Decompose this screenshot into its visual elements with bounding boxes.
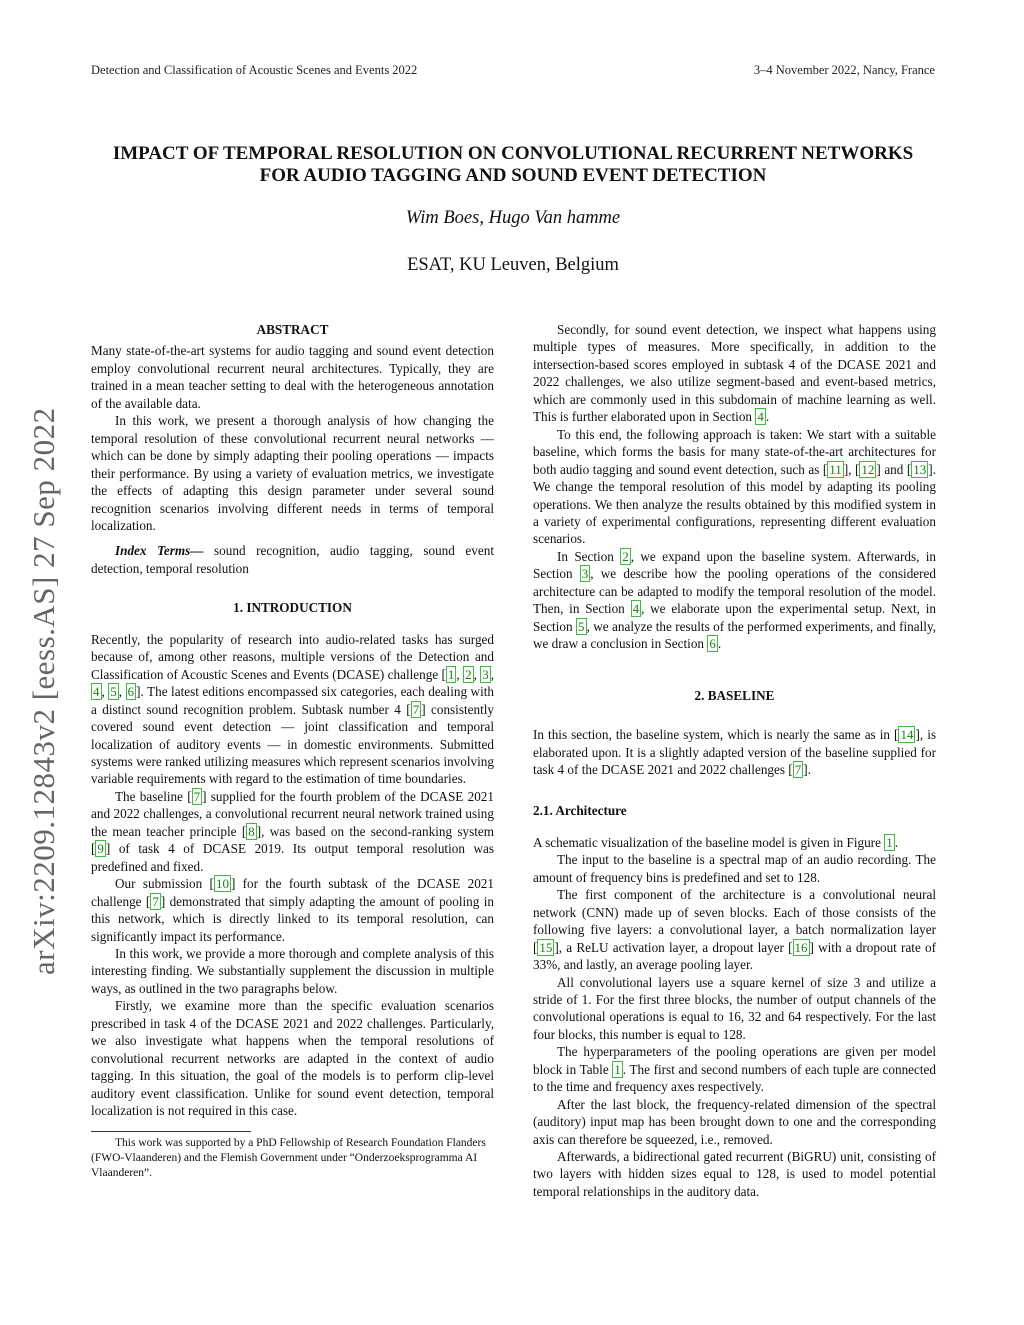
citation-link[interactable]: 2: [465, 666, 472, 682]
abstract-paragraph: In this work, we present a thorough analysis of how changing the temporal resolution of these convolutional recurrent neural networks — which can be done by simply adapting their pooling operations — impacts their performance. By using a variety of evaluation metrics, we investigate the effects of adapting this design parameter under several sound recognition scenarios involving different needs in terms of temporal localization.: [91, 413, 494, 533]
architecture-paragraph: The first component of the architecture is a convolutional neural network (CNN) made up of seven blocks. Each of those consists of the following five layers: a convolutional layer, a batch normalization layer [ 15 ], a ReLU activation layer, a dropout layer [ 16 ] with a dropout rate of 33%, and lastly, an average pooling layer.: [533, 887, 936, 973]
abstract-paragraph: Many state-of-the-art systems for audio tagging and sound event detection employ convolutional recurrent neural architectures. Typically, they are trained in a mean teacher setting to deal with the heterogeneous annotation of the available data.: [91, 343, 494, 411]
section-link[interactable]: 5: [578, 618, 585, 634]
section-link[interactable]: 4: [632, 601, 640, 617]
section-link[interactable]: 2: [622, 548, 629, 564]
intro-paragraph: The baseline [ 7 ] supplied for the fourth problem of the DCASE 2021 and 2022 challenges, a convolutional recurrent neural network trained using the mean teacher principle [ 8 ], was based on the second-ranking system [ 9 ] of task 4 of DCASE 2019. Its output temporal resolution was predefined and fixed.: [91, 788, 494, 874]
introduction-heading: 1. INTRODUCTION: [233, 600, 352, 616]
footnote-rule: [91, 1131, 251, 1132]
citation-link[interactable]: 3: [482, 666, 489, 682]
section-link[interactable]: 3: [581, 566, 589, 582]
left-column: [91, 321, 494, 1181]
citation-link[interactable]: 9: [97, 841, 104, 857]
citation-link[interactable]: 13: [913, 461, 927, 477]
architecture-paragraph: All convolutional layers use a square kernel of size 3 and utilize a stride of 1. For the first three blocks, the number of output channels of the convolutional operations is equal to 16, 32 and 64 respectively. For the last four blocks, this number is equal to 128.: [533, 974, 936, 1042]
citation-link[interactable]: 15: [539, 939, 553, 955]
title-line-2: FOR AUDIO TAGGING AND SOUND EVENT DETECTION: [259, 165, 767, 186]
citation-link[interactable]: 7: [193, 788, 201, 804]
citation-link[interactable]: 10: [215, 876, 229, 892]
citation-link[interactable]: 7: [412, 701, 420, 717]
intro-paragraph: Firstly, we examine more than the specific evaluation scenarios prescribed in task 4 of the DCASE 2021 and 2022 challenges. Particularly, we also investigate what happens when the temporal resolutions of convolutional recurrent networks are adapted in the context of audio tagging. In this situation, the goal of the models is to perform clip-level auditory event classification. Unlike for sound event detection, temporal localization is not required in this case.: [91, 998, 494, 1119]
architecture-paragraph: A schematic visualization of the baseline model is given in Figure 1 .: [533, 834, 899, 850]
architecture-paragraph: The hyperparameters of the pooling operations are given per model block in Table 1 . The first and second numbers of each tuple are connected to the time and frequency axes respectively.: [533, 1044, 936, 1095]
citation-link[interactable]: 7: [794, 761, 802, 777]
intro-paragraph: Recently, the popularity of research into audio-related tasks has surged because of, among other reasons, multiple versions of the Detection and Classification of Acoustic Scenes and Events (DCASE) challenge [ 1 , 2 , 3 , 4 , 5 , 6 ]. The latest editions encompassed six categories, each dealing with a distinct sound recognition problem. Subtask number 4 [ 7 ] consistently covered sound event detection — joint classification and temporal localization of auditory events — in domestic environments. Submitted systems were ranked utilizing measures which represent scenarios involving variable requirements with regard to the estimation of time boundaries.: [91, 631, 495, 787]
authors: Wim Boes, Hugo Van hamme: [405, 208, 621, 228]
section-link[interactable]: 4: [757, 409, 764, 425]
right-column: [533, 321, 936, 1200]
baseline-paragraph: In this section, the baseline system, which is nearly the same as in [ 14 ], is elaborated upon. It is a slightly adapted version of the baseline supplied for task 4 of the DCASE 2021 and 2022 challenges [ 7 ].: [533, 727, 936, 777]
intro-paragraph: In Section 2 , we expand upon the baseline system. Afterwards, in Section 3 , we describe how the pooling operations of the considered architecture can be adapted to modify the temporal resolution of the model. Then, in Section 4 , we elaborate upon the experimental setup. Next, in Section 5 , we analyze the results of the performed experiments, and finally, we draw a conclusion in Section 6 .: [533, 548, 936, 652]
affiliation: ESAT, KU Leuven, Belgium: [407, 255, 619, 275]
citation-link[interactable]: 12: [861, 461, 875, 477]
footnote: This work was supported by a PhD Fellowship of Research Foundation Flanders (FWO-Vlaanderen) and the Flemish Government under “Onderzoeksprogramma AI Vlaanderen”.: [91, 1137, 486, 1180]
running-header-left: Detection and Classification of Acoustic Scenes and Events 2022: [91, 63, 418, 77]
citation-link[interactable]: 11: [829, 461, 842, 477]
citation-link[interactable]: 4: [93, 684, 100, 700]
intro-paragraph: In this work, we provide a more thorough and complete analysis of this interesting finding. We substantially supplement the discussion in multiple ways, as outlined in the two paragraphs below.: [91, 945, 494, 996]
index-terms: [91, 542, 494, 577]
citation-link[interactable]: 14: [900, 727, 914, 743]
index-terms-text: sound recognition, audio tagging, sound event detection, temporal resolution: [91, 543, 494, 576]
section-link[interactable]: 6: [709, 636, 716, 652]
abstract-heading: ABSTRACT: [256, 322, 329, 337]
intro-paragraph: Secondly, for sound event detection, we inspect what happens using multiple types of measures. More specifically, in addition to the intersection-based scores employed in subtask 4 of the DCASE 2021 and 2022 challenges, we also utilize segment-based and event-based metrics, which are commonly used in this subdomain of machine learning as well. This is further elaborated upon in Section 4 .: [533, 322, 936, 425]
paper-title: [80, 143, 946, 187]
arxiv-identifier: arXiv:2209.12843v2 [eess.AS] 27 Sep 2022: [26, 407, 61, 975]
architecture-paragraph: After the last block, the frequency-related dimension of the spectral (auditory) input map has been brought down to one and the corresponding axis can therefore be squeezed, i.e., removed.: [533, 1096, 936, 1147]
title-line-1: IMPACT OF TEMPORAL RESOLUTION ON CONVOLUTIONAL RECURRENT NETWORKS: [112, 143, 914, 164]
table-link[interactable]: 1: [614, 1061, 621, 1077]
intro-paragraph: Our submission [ 10 ] for the fourth subtask of the DCASE 2021 challenge [ 7 ] demonstrated that simply adapting the amount of pooling in this network, which is directly linked to its temporal resolution, can significantly impact its performance.: [91, 876, 495, 944]
figure-link[interactable]: 1: [886, 834, 893, 850]
citation-link[interactable]: 5: [110, 684, 117, 700]
baseline-heading: 2. BASELINE: [694, 687, 775, 703]
index-terms-label: Index Terms—: [115, 543, 204, 559]
intro-paragraph: To this end, the following approach is taken: We start with a suitable baseline, which forms the basis for many state-of-the-art architectures for both audio tagging and sound event detection, such as [ 11 ], [ 12 ] and [ 13 ]. We change the temporal resolution of this model by adapting its pooling operations. We then analyze the results obtained by this modified system in a variety of experimental configurations, representing different evaluation scenarios.: [533, 426, 936, 547]
running-header-right: 3–4 November 2022, Nancy, France: [753, 63, 935, 77]
citation-link[interactable]: 16: [794, 939, 808, 955]
architecture-heading: 2.1. Architecture: [533, 803, 627, 819]
architecture-paragraph: Afterwards, a bidirectional gated recurrent (BiGRU) unit, consisting of two layers with hidden sizes equal to 128, is used to model potential temporal relationships in the auditory data.: [533, 1149, 936, 1199]
citation-link[interactable]: 8: [248, 823, 255, 839]
architecture-paragraph: The input to the baseline is a spectral map of an audio recording. The amount of frequency bins is predefined and set to 128.: [533, 852, 936, 885]
citation-link[interactable]: 6: [127, 684, 135, 700]
citation-link[interactable]: 1: [447, 666, 455, 682]
citation-link[interactable]: 7: [152, 893, 159, 909]
